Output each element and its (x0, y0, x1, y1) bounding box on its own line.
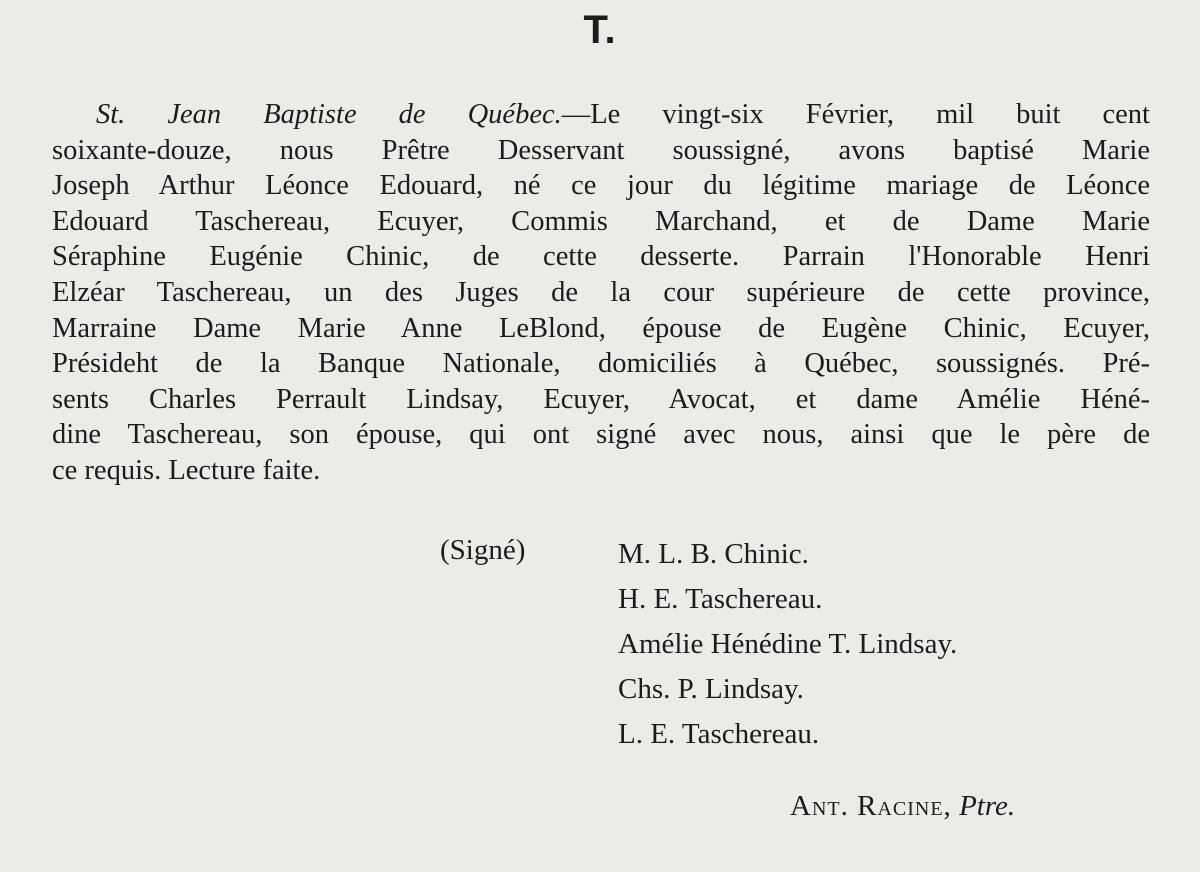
record-line: Séraphine Eugénie Chinic, de cette desserte. Parrain l'Honorable Henri (52, 241, 1150, 273)
signature-name: H. E. Taschereau. (618, 583, 823, 615)
record-line: soixante-douze, nous Prêtre Desservant soussigné, avons baptisé Marie (52, 134, 1150, 166)
record-line: Elzéar Taschereau, un des Juges de la cour supérieure de cette province, (52, 276, 1150, 308)
record-line: dine Taschereau, son épouse, qui ont signé avec nous, ainsi que le père de (52, 419, 1150, 451)
parish-name: St. Jean Baptiste de Québec. (96, 99, 562, 130)
record-line: Présideht de la Banque Nationale, domiciliés à Québec, soussignés. Pré- (52, 348, 1150, 380)
record-line: Edouard Taschereau, Ecuyer, Commis Marchand, et de Dame Marie (52, 205, 1150, 237)
signed-label: (Signé) (440, 534, 526, 566)
record-line: sents Charles Perrault Lindsay, Ecuyer, Avocat, et dame Amélie Héné- (52, 383, 1150, 415)
priest-name: Ant. Racine, (790, 790, 952, 822)
priest-signature (790, 790, 1015, 823)
record-line: Joseph Arthur Léonce Edouard, né ce jour du légitime mariage de Léonce (52, 170, 1150, 202)
signature-name: Amélie Hénédine T. Lindsay. (618, 628, 958, 660)
signature-list (618, 532, 957, 757)
baptism-record-paragraph (52, 97, 1150, 489)
signature-name: Chs. P. Lindsay. (618, 673, 804, 705)
signature-name: M. L. B. Chinic. (618, 538, 809, 570)
section-letter-heading: T. (583, 8, 617, 52)
record-line: Marraine Dame Marie Anne LeBlond, épouse de Eugène Chinic, Ecuyer, (52, 312, 1150, 344)
record-line: St. Jean Baptiste de Québec.—Le vingt-six Février, mil buit cent (96, 99, 1150, 130)
record-line: ce requis. Lecture faite. (52, 454, 321, 486)
priest-title: Ptre. (959, 790, 1016, 822)
signature-name: L. E. Taschereau. (618, 718, 820, 750)
